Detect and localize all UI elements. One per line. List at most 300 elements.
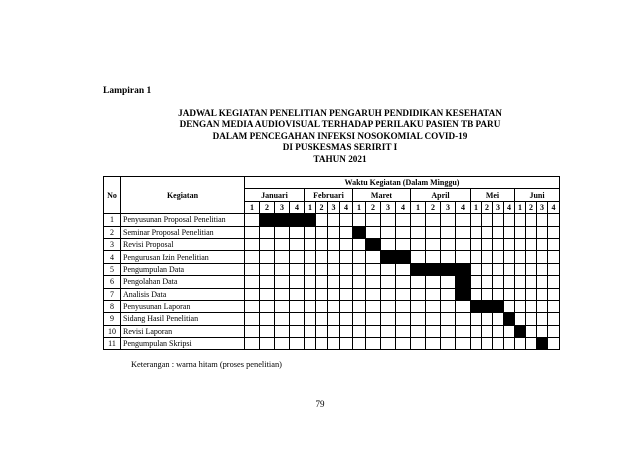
week-cell bbox=[290, 226, 305, 238]
week-cell bbox=[504, 325, 515, 337]
week-cell bbox=[340, 214, 353, 226]
row-number: 10 bbox=[104, 325, 121, 337]
week-header-cell: 4 bbox=[504, 201, 515, 213]
week-header-cell: 3 bbox=[381, 201, 396, 213]
week-cell bbox=[482, 238, 493, 250]
month-header: Januari bbox=[245, 189, 305, 201]
week-cell bbox=[290, 325, 305, 337]
week-cell bbox=[260, 238, 275, 250]
week-cell bbox=[456, 214, 471, 226]
week-cell bbox=[396, 276, 411, 288]
week-cell bbox=[275, 300, 290, 312]
week-cell-filled bbox=[537, 338, 548, 350]
week-cell bbox=[260, 288, 275, 300]
row-number: 4 bbox=[104, 251, 121, 263]
week-cell bbox=[316, 300, 328, 312]
week-cell bbox=[526, 300, 537, 312]
keterangan-note: Keterangan : warna hitam (proses penelitian) bbox=[131, 360, 282, 369]
week-cell bbox=[441, 214, 456, 226]
week-cell bbox=[493, 288, 504, 300]
week-cell bbox=[328, 238, 340, 250]
no-header: No bbox=[104, 177, 121, 214]
week-cell bbox=[316, 263, 328, 275]
week-cell bbox=[493, 325, 504, 337]
week-cell bbox=[504, 276, 515, 288]
week-cell-filled bbox=[396, 251, 411, 263]
week-cell bbox=[328, 288, 340, 300]
week-cell bbox=[471, 325, 482, 337]
week-cell bbox=[381, 288, 396, 300]
kegiatan-header: Kegiatan bbox=[121, 177, 245, 214]
week-cell bbox=[548, 263, 560, 275]
week-cell bbox=[537, 276, 548, 288]
week-cell bbox=[316, 238, 328, 250]
activity-name: Sidang Hasil Penelitian bbox=[121, 313, 245, 325]
week-cell bbox=[411, 276, 426, 288]
week-cell-filled bbox=[515, 325, 526, 337]
week-cell bbox=[340, 238, 353, 250]
week-cell bbox=[340, 251, 353, 263]
week-cell bbox=[548, 325, 560, 337]
week-cell bbox=[381, 276, 396, 288]
week-cell bbox=[526, 226, 537, 238]
week-cell bbox=[260, 226, 275, 238]
document-title bbox=[100, 108, 580, 165]
header-row-1 bbox=[104, 177, 560, 189]
week-cell-filled bbox=[456, 288, 471, 300]
week-cell bbox=[366, 300, 381, 312]
week-cell bbox=[396, 226, 411, 238]
title-line: DENGAN MEDIA AUDIOVISUAL TERHADAP PERILAKU PASIEN TB PARU bbox=[179, 119, 501, 130]
week-cell bbox=[504, 251, 515, 263]
week-cell-filled bbox=[482, 300, 493, 312]
week-cell bbox=[305, 251, 316, 263]
week-cell bbox=[245, 288, 260, 300]
week-cell bbox=[548, 338, 560, 350]
table-row bbox=[104, 263, 560, 275]
week-cell bbox=[504, 214, 515, 226]
week-cell bbox=[305, 325, 316, 337]
week-cell bbox=[441, 325, 456, 337]
week-cell bbox=[411, 300, 426, 312]
week-cell bbox=[245, 238, 260, 250]
week-cell bbox=[526, 263, 537, 275]
week-cell bbox=[504, 226, 515, 238]
week-cell bbox=[290, 300, 305, 312]
week-cell bbox=[275, 325, 290, 337]
title-line: DI PUSKESMAS SERIRIT I bbox=[282, 142, 398, 153]
week-cell-filled bbox=[456, 276, 471, 288]
activity-name: Revisi Laporan bbox=[121, 325, 245, 337]
week-cell bbox=[526, 214, 537, 226]
title-line: JADWAL KEGIATAN PENELITIAN PENGARUH PENDIDIKAN KESEHATAN bbox=[178, 108, 502, 118]
week-cell bbox=[441, 238, 456, 250]
week-cell bbox=[305, 338, 316, 350]
week-cell-filled bbox=[456, 263, 471, 275]
week-cell bbox=[353, 251, 366, 263]
week-cell bbox=[504, 288, 515, 300]
week-cell bbox=[290, 288, 305, 300]
week-cell bbox=[426, 251, 441, 263]
week-cell bbox=[396, 325, 411, 337]
week-cell bbox=[471, 226, 482, 238]
week-cell bbox=[316, 276, 328, 288]
week-cell bbox=[526, 338, 537, 350]
week-header-cell: 2 bbox=[366, 201, 381, 213]
week-cell-filled bbox=[493, 300, 504, 312]
week-cell bbox=[471, 263, 482, 275]
week-cell bbox=[366, 251, 381, 263]
week-cell bbox=[328, 251, 340, 263]
week-cell bbox=[396, 288, 411, 300]
row-number: 2 bbox=[104, 226, 121, 238]
week-cell bbox=[456, 313, 471, 325]
week-cell bbox=[353, 325, 366, 337]
week-cell bbox=[471, 313, 482, 325]
schedule-table bbox=[103, 176, 560, 350]
week-cell bbox=[426, 338, 441, 350]
week-cell-filled bbox=[441, 263, 456, 275]
activity-name: Seminar Proposal Penelitian bbox=[121, 226, 245, 238]
week-cell bbox=[381, 263, 396, 275]
week-cell bbox=[316, 338, 328, 350]
week-cell bbox=[245, 263, 260, 275]
week-cell bbox=[441, 313, 456, 325]
week-cell bbox=[290, 276, 305, 288]
week-cell bbox=[426, 288, 441, 300]
week-cell bbox=[456, 300, 471, 312]
week-cell bbox=[328, 276, 340, 288]
week-cell bbox=[441, 226, 456, 238]
week-cell bbox=[537, 251, 548, 263]
week-cell bbox=[260, 263, 275, 275]
week-cell bbox=[515, 313, 526, 325]
week-cell bbox=[275, 226, 290, 238]
week-cell bbox=[441, 251, 456, 263]
week-cell bbox=[515, 300, 526, 312]
week-cell bbox=[396, 300, 411, 312]
week-cell bbox=[396, 313, 411, 325]
activity-name: Pengumpulan Skripsi bbox=[121, 338, 245, 350]
week-cell bbox=[426, 325, 441, 337]
waktu-header: Waktu Kegiatan (Dalam Minggu) bbox=[245, 177, 560, 189]
week-header-cell: 3 bbox=[537, 201, 548, 213]
week-cell bbox=[381, 325, 396, 337]
week-cell bbox=[275, 313, 290, 325]
table-row bbox=[104, 288, 560, 300]
week-cell bbox=[340, 300, 353, 312]
week-header-cell: 2 bbox=[260, 201, 275, 213]
week-cell bbox=[316, 313, 328, 325]
week-cell bbox=[340, 313, 353, 325]
week-cell bbox=[482, 276, 493, 288]
week-cell bbox=[260, 313, 275, 325]
week-cell bbox=[340, 276, 353, 288]
week-cell bbox=[381, 313, 396, 325]
week-cell bbox=[411, 288, 426, 300]
week-cell bbox=[396, 338, 411, 350]
week-cell bbox=[526, 251, 537, 263]
week-cell bbox=[396, 263, 411, 275]
week-cell bbox=[328, 325, 340, 337]
week-cell bbox=[515, 226, 526, 238]
table-row bbox=[104, 238, 560, 250]
week-cell bbox=[441, 288, 456, 300]
week-cell bbox=[526, 325, 537, 337]
week-cell bbox=[245, 276, 260, 288]
week-cell bbox=[396, 214, 411, 226]
week-cell bbox=[411, 338, 426, 350]
month-header: Februari bbox=[305, 189, 353, 201]
week-cell bbox=[504, 263, 515, 275]
table-row bbox=[104, 300, 560, 312]
month-header: Maret bbox=[353, 189, 411, 201]
week-cell bbox=[471, 214, 482, 226]
week-cell bbox=[482, 325, 493, 337]
week-cell bbox=[316, 325, 328, 337]
week-cell bbox=[305, 263, 316, 275]
week-cell bbox=[381, 238, 396, 250]
week-cell bbox=[275, 238, 290, 250]
week-cell bbox=[366, 325, 381, 337]
week-cell bbox=[548, 288, 560, 300]
week-cell bbox=[316, 251, 328, 263]
week-cell bbox=[493, 313, 504, 325]
week-header-cell: 1 bbox=[411, 201, 426, 213]
week-cell bbox=[275, 263, 290, 275]
week-cell bbox=[316, 226, 328, 238]
table-row bbox=[104, 251, 560, 263]
title-line: TAHUN 2021 bbox=[313, 153, 367, 164]
week-cell bbox=[515, 338, 526, 350]
week-cell bbox=[526, 276, 537, 288]
week-cell bbox=[328, 226, 340, 238]
table-row bbox=[104, 313, 560, 325]
week-cell-filled bbox=[411, 263, 426, 275]
week-cell bbox=[504, 300, 515, 312]
week-cell bbox=[548, 300, 560, 312]
week-cell-filled bbox=[305, 214, 316, 226]
week-cell bbox=[548, 214, 560, 226]
week-cell bbox=[340, 338, 353, 350]
week-cell-filled bbox=[290, 214, 305, 226]
row-number: 11 bbox=[104, 338, 121, 350]
week-header-cell: 2 bbox=[426, 201, 441, 213]
week-cell bbox=[493, 276, 504, 288]
month-header: Juni bbox=[515, 189, 560, 201]
week-header-cell: 3 bbox=[328, 201, 340, 213]
week-cell bbox=[260, 276, 275, 288]
week-cell bbox=[548, 226, 560, 238]
week-cell bbox=[245, 313, 260, 325]
week-header-cell: 1 bbox=[515, 201, 526, 213]
week-cell bbox=[515, 251, 526, 263]
week-cell bbox=[482, 338, 493, 350]
week-cell bbox=[340, 288, 353, 300]
week-header-cell: 4 bbox=[396, 201, 411, 213]
week-cell bbox=[493, 214, 504, 226]
week-cell bbox=[537, 313, 548, 325]
week-cell bbox=[340, 226, 353, 238]
week-cell bbox=[482, 288, 493, 300]
week-cell bbox=[328, 338, 340, 350]
week-cell-filled bbox=[366, 238, 381, 250]
week-cell bbox=[275, 251, 290, 263]
week-cell bbox=[328, 263, 340, 275]
week-cell bbox=[366, 276, 381, 288]
week-header-cell: 2 bbox=[526, 201, 537, 213]
week-cell bbox=[537, 263, 548, 275]
week-cell bbox=[366, 313, 381, 325]
week-cell bbox=[456, 238, 471, 250]
week-header-cell: 1 bbox=[353, 201, 366, 213]
week-cell bbox=[245, 325, 260, 337]
week-cell-filled bbox=[275, 214, 290, 226]
table-row bbox=[104, 325, 560, 337]
week-cell bbox=[456, 325, 471, 337]
week-cell bbox=[482, 263, 493, 275]
activity-name: Pengolahan Data bbox=[121, 276, 245, 288]
week-cell-filled bbox=[381, 251, 396, 263]
week-header-cell: 2 bbox=[316, 201, 328, 213]
week-cell bbox=[441, 276, 456, 288]
week-cell bbox=[441, 338, 456, 350]
week-cell bbox=[366, 214, 381, 226]
activity-name: Pengurusan Izin Penelitian bbox=[121, 251, 245, 263]
week-header-cell: 3 bbox=[275, 201, 290, 213]
week-cell bbox=[366, 288, 381, 300]
activity-name: Pengumpulan Data bbox=[121, 263, 245, 275]
week-cell bbox=[353, 300, 366, 312]
week-cell bbox=[328, 313, 340, 325]
schedule-body bbox=[104, 214, 560, 350]
week-cell bbox=[471, 338, 482, 350]
row-number: 8 bbox=[104, 300, 121, 312]
week-cell bbox=[426, 313, 441, 325]
week-cell bbox=[245, 226, 260, 238]
week-cell bbox=[411, 313, 426, 325]
week-cell bbox=[537, 214, 548, 226]
week-cell bbox=[515, 276, 526, 288]
week-cell bbox=[548, 251, 560, 263]
month-header: April bbox=[411, 189, 471, 201]
week-cell bbox=[305, 226, 316, 238]
week-cell bbox=[441, 300, 456, 312]
week-cell bbox=[353, 338, 366, 350]
week-cell bbox=[548, 276, 560, 288]
week-cell bbox=[548, 238, 560, 250]
row-number: 6 bbox=[104, 276, 121, 288]
week-cell bbox=[381, 226, 396, 238]
week-cell bbox=[493, 251, 504, 263]
week-cell bbox=[526, 313, 537, 325]
week-cell bbox=[482, 251, 493, 263]
week-cell bbox=[515, 214, 526, 226]
week-cell bbox=[504, 238, 515, 250]
week-cell bbox=[305, 313, 316, 325]
week-cell bbox=[515, 238, 526, 250]
week-cell bbox=[381, 300, 396, 312]
week-cell bbox=[305, 300, 316, 312]
week-cell bbox=[260, 338, 275, 350]
week-cell bbox=[366, 226, 381, 238]
week-cell bbox=[471, 276, 482, 288]
week-cell bbox=[316, 214, 328, 226]
week-cell bbox=[245, 338, 260, 350]
week-cell bbox=[381, 214, 396, 226]
week-cell bbox=[353, 313, 366, 325]
week-cell bbox=[482, 313, 493, 325]
week-cell bbox=[290, 263, 305, 275]
week-cell bbox=[537, 288, 548, 300]
week-cell bbox=[537, 300, 548, 312]
week-cell bbox=[493, 238, 504, 250]
week-cell bbox=[328, 214, 340, 226]
week-cell bbox=[411, 214, 426, 226]
week-cell bbox=[245, 214, 260, 226]
title-line: DALAM PENCEGAHAN INFEKSI NOSOKOMIAL COVID-19 bbox=[212, 130, 468, 141]
table-row bbox=[104, 214, 560, 226]
week-cell bbox=[275, 288, 290, 300]
week-header-cell: 4 bbox=[548, 201, 560, 213]
week-cell bbox=[548, 313, 560, 325]
row-number: 5 bbox=[104, 263, 121, 275]
week-header-cell: 4 bbox=[456, 201, 471, 213]
row-number: 3 bbox=[104, 238, 121, 250]
week-cell bbox=[366, 338, 381, 350]
week-cell bbox=[426, 226, 441, 238]
week-cell bbox=[328, 300, 340, 312]
week-cell bbox=[537, 325, 548, 337]
week-cell bbox=[275, 338, 290, 350]
week-cell bbox=[290, 338, 305, 350]
week-cell bbox=[493, 263, 504, 275]
activity-name: Penyusunan Proposal Penelitian bbox=[121, 214, 245, 226]
week-cell bbox=[340, 325, 353, 337]
week-cell bbox=[245, 300, 260, 312]
week-cell bbox=[381, 338, 396, 350]
week-cell bbox=[353, 238, 366, 250]
week-header-cell: 3 bbox=[441, 201, 456, 213]
week-cell bbox=[245, 251, 260, 263]
week-cell bbox=[537, 226, 548, 238]
week-cell bbox=[471, 288, 482, 300]
week-cell bbox=[396, 238, 411, 250]
week-header-cell: 1 bbox=[471, 201, 482, 213]
week-cell bbox=[426, 214, 441, 226]
week-cell bbox=[482, 214, 493, 226]
week-cell bbox=[504, 338, 515, 350]
week-cell bbox=[526, 238, 537, 250]
week-cell bbox=[471, 238, 482, 250]
week-cell bbox=[411, 251, 426, 263]
week-cell-filled bbox=[353, 226, 366, 238]
week-cell-filled bbox=[471, 300, 482, 312]
week-cell bbox=[366, 263, 381, 275]
week-cell bbox=[353, 276, 366, 288]
week-cell bbox=[275, 276, 290, 288]
week-cell bbox=[260, 251, 275, 263]
row-number: 7 bbox=[104, 288, 121, 300]
week-cell-filled bbox=[504, 313, 515, 325]
week-cell bbox=[426, 300, 441, 312]
row-number: 9 bbox=[104, 313, 121, 325]
week-cell bbox=[482, 226, 493, 238]
week-header-cell: 2 bbox=[482, 201, 493, 213]
week-cell bbox=[471, 251, 482, 263]
week-cell bbox=[353, 288, 366, 300]
week-cell bbox=[493, 226, 504, 238]
